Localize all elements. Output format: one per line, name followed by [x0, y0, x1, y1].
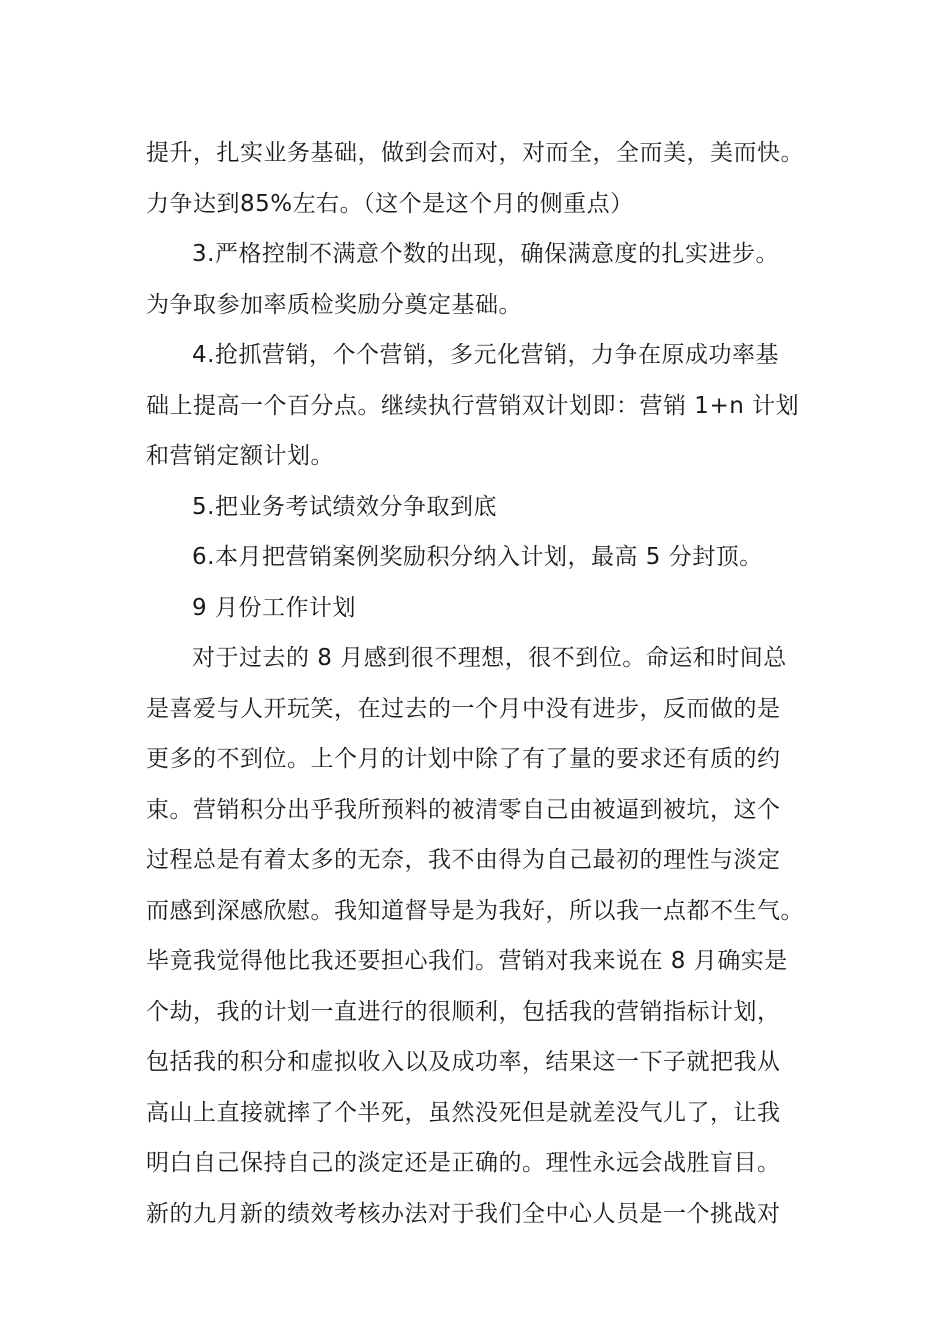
text-line: 4.抢抓营销，个个营销，多元化营销，力争在原成功率基: [192, 342, 779, 368]
paragraph: [146, 128, 806, 229]
text-line: 束。营销积分出乎我所预料的被清零自己由被逼到被坑，这个: [146, 796, 781, 823]
paragraph: [146, 330, 806, 482]
text-line: 新的九月新的绩效考核办法对于我们全中心人员是一个挑战对: [146, 1200, 781, 1227]
paragraph: [146, 229, 806, 330]
text-line: 更多的不到位。上个月的计划中除了有了量的要求还有质的约: [146, 746, 781, 772]
text-line: 包括我的积分和虚拟收入以及成功率，结果这一下子就把我从: [146, 1049, 781, 1075]
text-line: 和营销定额计划。: [146, 443, 334, 469]
paragraph: [146, 633, 806, 1239]
text-line: 明白自己保持自己的淡定还是正确的。理性永远会战胜盲目。: [146, 1150, 781, 1176]
text-line: 而感到深感欣慰。我知道督导是为我好，所以我一点都不生气。: [146, 897, 804, 924]
text-line: 个劫，我的计划一直进行的很顺利，包括我的营销指标计划，: [146, 998, 781, 1025]
text-line: 5.把业务考试绩效分争取到底: [192, 493, 497, 520]
text-line: 毕竟我觉得他比我还要担心我们。营销对我来说在 8 月确实是: [146, 948, 788, 974]
text-line: 提升，扎实业务基础，做到会而对，对而全，全而美，美而快。: [146, 140, 804, 166]
text-line: 6.本月把营销案例奖励积分纳入计划，最高 5 分封顶。: [192, 544, 763, 570]
text-line: 过程总是有着太多的无奈，我不由得为自己最初的理性与淡定: [146, 847, 781, 873]
section-heading: [146, 583, 806, 634]
heading-text: 9 月份工作计划: [192, 594, 356, 621]
text-line: 高山上直接就摔了个半死，虽然没死但是就差没气儿了，让我: [146, 1099, 781, 1126]
paragraph: [146, 482, 806, 533]
paragraph: [146, 532, 806, 583]
text-line: 为争取参加率质检奖励分奠定基础。: [146, 291, 522, 318]
text-line: 是喜爱与人开玩笑，在过去的一个月中没有进步，反而做的是: [146, 695, 781, 722]
text-line: 对于过去的 8 月感到很不理想，很不到位。命运和时间总: [192, 645, 787, 671]
document-body: [146, 128, 806, 1239]
text-line: 力争达到85%左右。（这个是这个月的侧重点）: [146, 190, 634, 217]
text-line: 3.严格控制不满意个数的出现，确保满意度的扎实进步。: [192, 241, 779, 267]
text-line: 础上提高一个百分点。继续执行营销双计划即：营销 1+n 计划: [146, 392, 800, 419]
